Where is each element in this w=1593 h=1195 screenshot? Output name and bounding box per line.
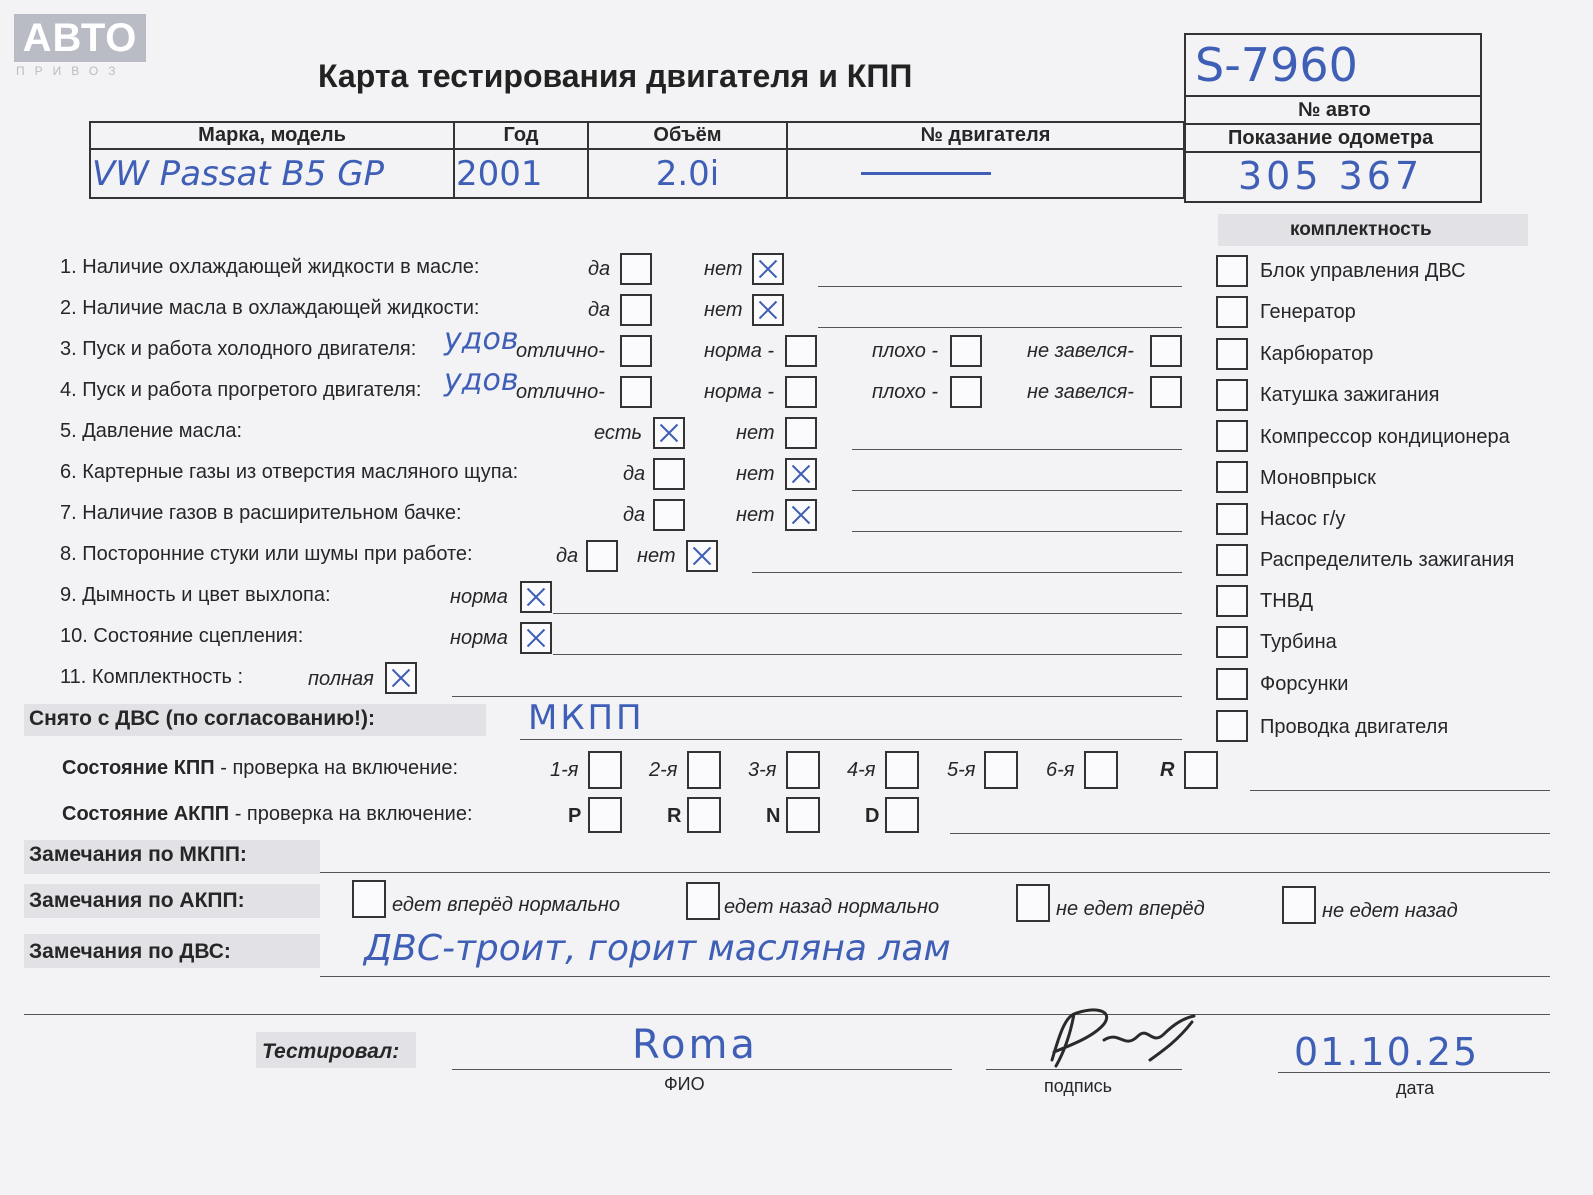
gear-checkbox[interactable] — [687, 751, 721, 789]
checkbox[interactable] — [620, 376, 652, 408]
year-value: 2001 — [454, 149, 588, 198]
option-label: не завелся- — [1027, 340, 1134, 362]
tested-label: Тестировал: — [262, 1040, 400, 1063]
note-line — [452, 696, 1182, 697]
completeness-item: Блок управления ДВС — [1260, 260, 1466, 282]
checkbox-checked[interactable] — [785, 458, 817, 490]
option-label: норма — [450, 586, 508, 608]
volume-value: 2.0i — [588, 149, 787, 198]
completeness-item: Компрессор кондиционера — [1260, 426, 1510, 448]
checkbox[interactable] — [586, 540, 618, 572]
auto-number-value: S-7960 — [1195, 38, 1358, 92]
akpp-remark-checkbox[interactable] — [686, 882, 720, 920]
removed-value: МКПП — [528, 698, 645, 738]
item-9: 9. Дымность и цвет выхлопа: — [60, 584, 331, 606]
akpp-remark-checkbox[interactable] — [1282, 886, 1316, 924]
completeness-checkbox[interactable] — [1216, 503, 1248, 535]
completeness-checkbox[interactable] — [1216, 379, 1248, 411]
vehicle-header-table — [89, 121, 1185, 199]
remarks-akpp-label: Замечания по АКПП: — [29, 889, 245, 912]
option-label: норма — [450, 627, 508, 649]
checkbox-checked[interactable] — [385, 662, 417, 694]
gear-label: 3-я — [748, 759, 777, 781]
akpp-remark-checkbox[interactable] — [352, 880, 386, 918]
mode-checkbox[interactable] — [885, 797, 919, 833]
note-line — [553, 613, 1182, 614]
completeness-checkbox[interactable] — [1216, 544, 1248, 576]
name-caption: ФИО — [664, 1074, 705, 1094]
completeness-item: Проводка двигателя — [1260, 716, 1449, 738]
option-label: нет — [736, 504, 775, 526]
item-1: 1. Наличие охлаждающей жидкости в масле: — [60, 256, 480, 278]
option-label: да — [588, 258, 611, 280]
note-line — [818, 327, 1182, 328]
completeness-checkbox[interactable] — [1216, 461, 1248, 493]
item-7: 7. Наличие газов в расширительном бачке: — [60, 502, 462, 524]
engine-number-value — [787, 149, 1184, 198]
gear-label: 4-я — [847, 759, 876, 781]
mode-label: D — [865, 805, 880, 827]
tester-name: Roma — [632, 1022, 758, 1068]
completeness-item: Генератор — [1260, 301, 1356, 323]
checkbox[interactable] — [950, 335, 982, 367]
completeness-item: Катушка зажигания — [1260, 384, 1440, 406]
completeness-checkbox[interactable] — [1216, 338, 1248, 370]
checkbox[interactable] — [785, 417, 817, 449]
date-line — [1278, 1072, 1550, 1073]
completeness-checkbox[interactable] — [1216, 296, 1248, 328]
completeness-item: ТНВД — [1260, 590, 1314, 612]
gear-checkbox[interactable] — [885, 751, 919, 789]
remarks-dvs-label: Замечания по ДВС: — [29, 940, 231, 963]
gear-label: 2-я — [649, 759, 678, 781]
gear-checkbox[interactable] — [588, 751, 622, 789]
gear-checkbox[interactable] — [1184, 751, 1218, 789]
checkbox[interactable] — [785, 335, 817, 367]
option-label: полная — [308, 668, 374, 690]
mode-checkbox[interactable] — [786, 797, 820, 833]
checkbox[interactable] — [620, 335, 652, 367]
note-line — [553, 654, 1182, 655]
note-line — [752, 572, 1182, 573]
date-caption: дата — [1396, 1078, 1435, 1098]
option-label: нет — [704, 258, 743, 280]
gear-checkbox[interactable] — [1084, 751, 1118, 789]
completeness-checkbox[interactable] — [1216, 626, 1248, 658]
engine-number-label: № двигателя — [787, 122, 1184, 149]
gear-label: 5-я — [947, 759, 976, 781]
completeness-item: Форсунки — [1260, 673, 1349, 695]
gear-label: 1-я — [550, 759, 579, 781]
completeness-title: комплектность — [1290, 219, 1432, 240]
test-date: 01.10.25 — [1294, 1030, 1480, 1074]
remarks-mkpp-label: Замечания по МКПП: — [29, 843, 247, 866]
checkbox[interactable] — [1150, 335, 1182, 367]
note-line — [852, 490, 1182, 491]
option-label: да — [588, 299, 611, 321]
akpp-remark-label: не едет вперёд — [1056, 898, 1205, 920]
mode-label: R — [667, 805, 682, 827]
checkbox[interactable] — [620, 253, 652, 285]
sign-line — [986, 1069, 1182, 1070]
option-label: плохо - — [872, 381, 939, 403]
item-8: 8. Посторонние стуки или шумы при работе: — [60, 543, 473, 565]
divider — [1184, 95, 1482, 97]
checkbox-checked[interactable] — [520, 622, 552, 654]
checkbox[interactable] — [785, 376, 817, 408]
auto-number-label: № авто — [1298, 99, 1371, 121]
kpp-label: Состояние КПП - проверка на включение: — [62, 757, 459, 779]
handwritten-note: удов — [444, 322, 519, 357]
mode-label: P — [568, 805, 582, 827]
option-label: нет — [736, 422, 775, 444]
checkbox-checked[interactable] — [653, 417, 685, 449]
item-4: 4. Пуск и работа прогретого двигателя: — [60, 379, 422, 401]
option-label: нет — [736, 463, 775, 485]
item-11: 11. Комплектность : — [60, 666, 244, 688]
completeness-checkbox[interactable] — [1216, 420, 1248, 452]
note-line — [320, 872, 1550, 873]
item-6: 6. Картерные газы из отверстия масляного щупа: — [60, 461, 519, 483]
sign-caption: подпись — [1044, 1076, 1113, 1096]
name-line — [452, 1069, 952, 1070]
checkbox-checked[interactable] — [520, 581, 552, 613]
item-2: 2. Наличие масла в охлаждающей жидкости: — [60, 297, 480, 319]
note-line — [852, 531, 1182, 532]
logo-subtitle: ПРИВОЗ — [16, 64, 126, 78]
option-label: есть — [594, 422, 643, 444]
completeness-item: Турбина — [1260, 631, 1337, 653]
completeness-checkbox[interactable] — [1216, 585, 1248, 617]
remarks-dvs-value: ДВС-троит, горит масляна лам — [364, 928, 951, 969]
option-label: отлично- — [516, 381, 605, 403]
divider — [1184, 123, 1482, 125]
note-line — [1250, 790, 1550, 791]
option-label: плохо - — [872, 340, 939, 362]
note-line — [520, 739, 1182, 740]
model-value: VW Passat B5 GP — [90, 149, 454, 198]
checkbox[interactable] — [653, 458, 685, 490]
odometer-value: 305 367 — [1238, 154, 1424, 198]
completeness-checkbox[interactable] — [1216, 668, 1248, 700]
mode-checkbox[interactable] — [588, 797, 622, 833]
divider — [1184, 151, 1482, 153]
completeness-checkbox[interactable] — [1216, 710, 1248, 742]
akpp-label: Состояние АКПП - проверка на включение: — [62, 803, 473, 825]
completeness-item: Распределитель зажигания — [1260, 549, 1515, 571]
item-10: 10. Состояние сцепления: — [60, 625, 304, 647]
akpp-remark-label: не едет назад — [1322, 900, 1458, 922]
year-label: Год — [454, 122, 588, 149]
volume-label: Объём — [588, 122, 787, 149]
gear-label: R — [1160, 759, 1175, 781]
option-label: не завелся- — [1027, 381, 1134, 403]
checkbox-checked[interactable] — [785, 499, 817, 531]
completeness-checkbox[interactable] — [1216, 255, 1248, 287]
checkbox[interactable] — [653, 499, 685, 531]
checkbox-checked[interactable] — [752, 253, 784, 285]
checkbox[interactable] — [950, 376, 982, 408]
note-line — [818, 286, 1182, 287]
note-line — [852, 449, 1182, 450]
gear-label: 6-я — [1046, 759, 1075, 781]
note-line — [950, 833, 1550, 834]
option-label: нет — [704, 299, 743, 321]
akpp-remark-checkbox[interactable] — [1016, 884, 1050, 922]
option-label: да — [623, 504, 646, 526]
logo: АВТО — [14, 14, 146, 62]
item-3: 3. Пуск и работа холодного двигателя: — [60, 338, 417, 360]
akpp-remark-label: едет назад нормально — [724, 896, 940, 918]
checkbox-checked[interactable] — [752, 294, 784, 326]
option-label: норма - — [704, 381, 775, 403]
completeness-item: Насос г/у — [1260, 508, 1346, 530]
option-label: отлично- — [516, 340, 605, 362]
model-label: Марка, модель — [90, 122, 454, 149]
checkbox[interactable] — [620, 294, 652, 326]
item-5: 5. Давление масла: — [60, 420, 242, 442]
completeness-item: Карбюратор — [1260, 343, 1374, 365]
note-line — [24, 1014, 1550, 1015]
note-line — [320, 976, 1550, 977]
option-label: да — [556, 545, 579, 567]
gear-checkbox[interactable] — [984, 751, 1018, 789]
option-label: нет — [637, 545, 676, 567]
checkbox-checked[interactable] — [686, 540, 718, 572]
removed-label: Снято с ДВС (по согласованию!): — [29, 707, 376, 730]
akpp-remark-label: едет вперёд нормально — [392, 894, 621, 916]
handwritten-note: удов — [444, 363, 519, 398]
mode-checkbox[interactable] — [687, 797, 721, 833]
option-label: да — [623, 463, 646, 485]
option-label: норма - — [704, 340, 775, 362]
completeness-item: Моновпрыск — [1260, 467, 1376, 489]
mode-label: N — [766, 805, 781, 827]
odometer-label: Показание одометра — [1228, 127, 1434, 149]
checkbox[interactable] — [1150, 376, 1182, 408]
page-title: Карта тестирования двигателя и КПП — [318, 58, 913, 94]
gear-checkbox[interactable] — [786, 751, 820, 789]
